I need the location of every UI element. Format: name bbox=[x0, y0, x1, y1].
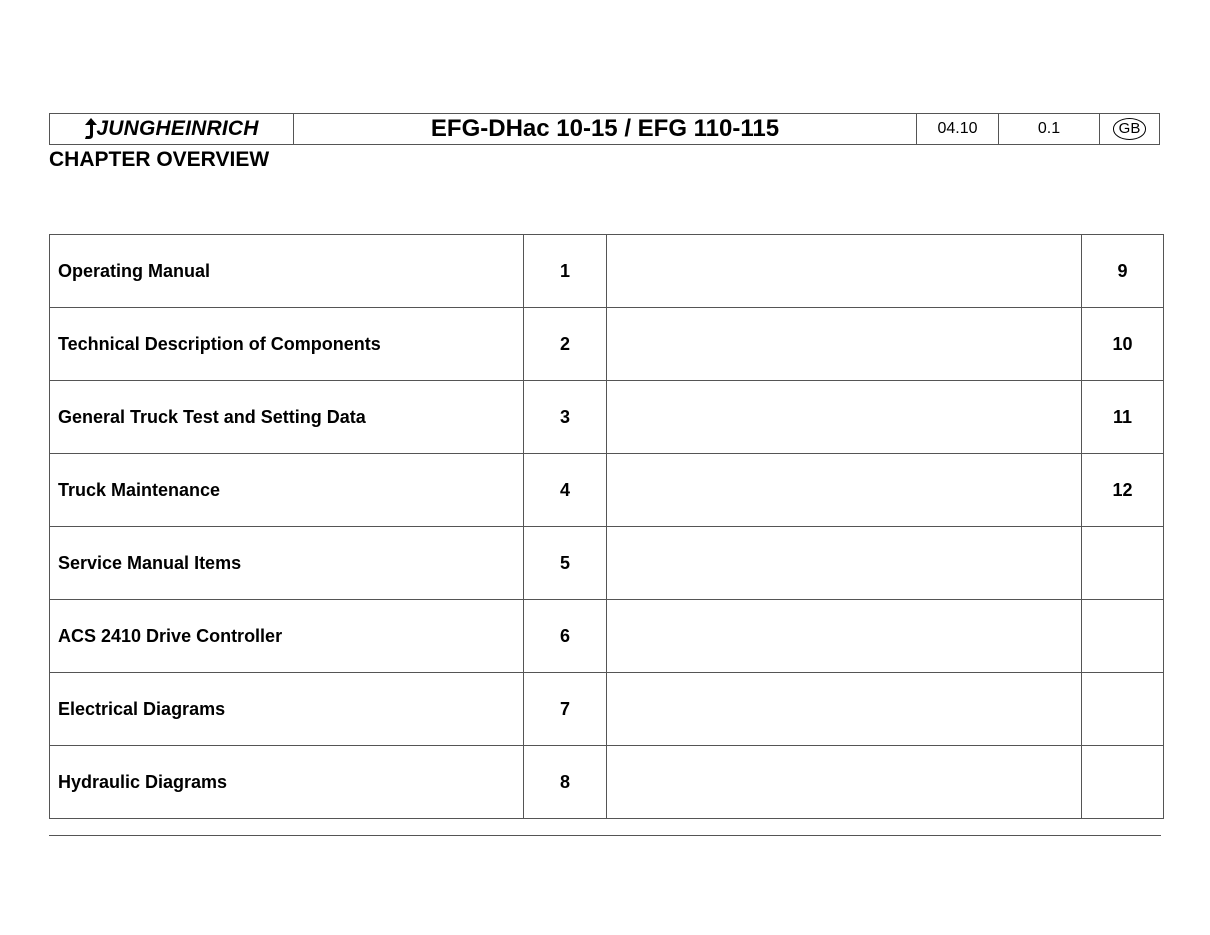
chapter-name[interactable]: Truck Maintenance bbox=[50, 454, 524, 527]
chapter-number: 3 bbox=[524, 381, 607, 454]
chapter-number: 6 bbox=[524, 600, 607, 673]
chapter-number: 1 bbox=[524, 235, 607, 308]
chapter-name-right bbox=[607, 527, 1082, 600]
chapter-name-right bbox=[607, 600, 1082, 673]
chapter-name[interactable]: Operating Manual bbox=[50, 235, 524, 308]
chapter-name-right bbox=[607, 746, 1082, 819]
language-cell bbox=[1100, 114, 1159, 144]
footer-divider bbox=[49, 835, 1161, 836]
language-badge: GB bbox=[1113, 118, 1147, 140]
table-row[interactable] bbox=[50, 600, 1164, 673]
chapter-number: 4 bbox=[524, 454, 607, 527]
chapter-name[interactable]: ACS 2410 Drive Controller bbox=[50, 600, 524, 673]
chapter-name[interactable]: Service Manual Items bbox=[50, 527, 524, 600]
chapter-number: 7 bbox=[524, 673, 607, 746]
chapter-name[interactable]: Technical Description of Components bbox=[50, 308, 524, 381]
chapter-number-right: 9 bbox=[1082, 235, 1164, 308]
chapter-number-right bbox=[1082, 600, 1164, 673]
logo-text: JUNGHEINRICH bbox=[96, 117, 259, 140]
chapter-number-right: 10 bbox=[1082, 308, 1164, 381]
chapter-number: 2 bbox=[524, 308, 607, 381]
table-row[interactable] bbox=[50, 527, 1164, 600]
chapter-number-right bbox=[1082, 673, 1164, 746]
chapter-name[interactable]: Hydraulic Diagrams bbox=[50, 746, 524, 819]
document-version: 0.1 bbox=[999, 114, 1100, 144]
chapter-name-right bbox=[607, 308, 1082, 381]
chapter-heading: CHAPTER OVERVIEW bbox=[49, 148, 270, 171]
chapter-table bbox=[49, 234, 1164, 819]
chapter-name-right bbox=[607, 235, 1082, 308]
chapter-number-right bbox=[1082, 746, 1164, 819]
document-title: EFG-DHac 10-15 / EFG 110-115 bbox=[294, 114, 917, 144]
chapter-name[interactable]: Electrical Diagrams bbox=[50, 673, 524, 746]
chapter-name-right bbox=[607, 454, 1082, 527]
document-date: 04.10 bbox=[917, 114, 999, 144]
chapter-number-right: 12 bbox=[1082, 454, 1164, 527]
table-row[interactable] bbox=[50, 235, 1164, 308]
table-row[interactable] bbox=[50, 308, 1164, 381]
logo-cell bbox=[50, 114, 294, 144]
chapter-name[interactable]: General Truck Test and Setting Data bbox=[50, 381, 524, 454]
chapter-name-right bbox=[607, 381, 1082, 454]
brand-logo bbox=[84, 117, 258, 141]
chapter-name-right bbox=[607, 673, 1082, 746]
table-row[interactable] bbox=[50, 381, 1164, 454]
document-header bbox=[49, 113, 1160, 145]
chapter-number: 5 bbox=[524, 527, 607, 600]
chapter-number-right bbox=[1082, 527, 1164, 600]
table-row[interactable] bbox=[50, 454, 1164, 527]
table-row[interactable] bbox=[50, 673, 1164, 746]
chapter-number-right: 11 bbox=[1082, 381, 1164, 454]
chapter-number: 8 bbox=[524, 746, 607, 819]
table-row[interactable] bbox=[50, 746, 1164, 819]
